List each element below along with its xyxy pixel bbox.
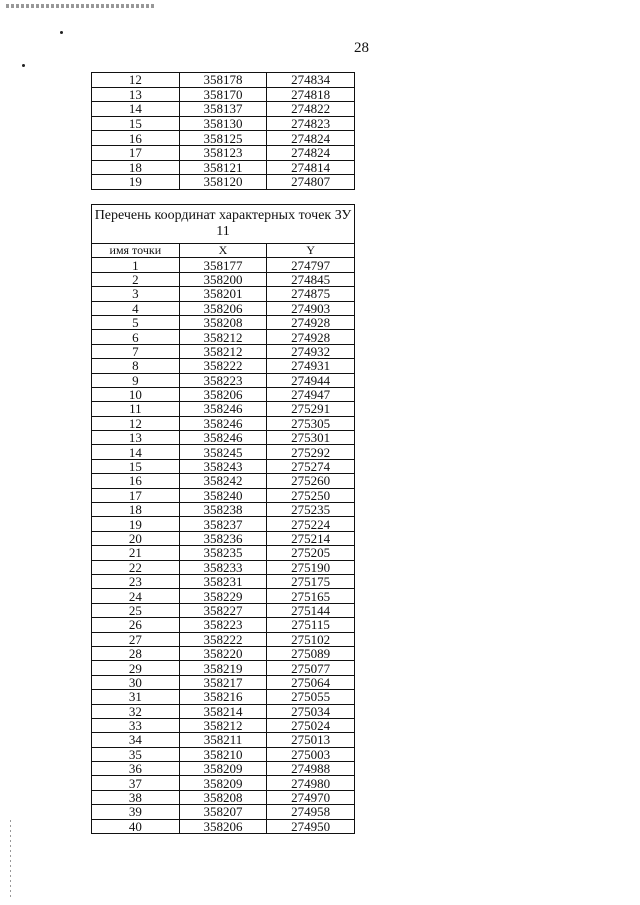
table-row	[92, 718, 355, 732]
table-row	[92, 102, 355, 117]
table-row	[92, 344, 355, 358]
cell-point-name: 9	[92, 373, 180, 387]
cell-point-name: 17	[92, 145, 180, 160]
cell-y: 275034	[267, 704, 355, 718]
cell-point-name: 30	[92, 675, 180, 689]
table-row	[92, 690, 355, 704]
cell-x: 358212	[179, 330, 267, 344]
table-row	[92, 359, 355, 373]
cell-x: 358223	[179, 373, 267, 387]
cell-y: 275013	[267, 733, 355, 747]
table-row	[92, 116, 355, 131]
cell-x: 358216	[179, 690, 267, 704]
table-row	[92, 762, 355, 776]
cell-x: 358235	[179, 546, 267, 560]
cell-y: 275260	[267, 474, 355, 488]
cell-y: 275089	[267, 646, 355, 660]
table-row	[92, 733, 355, 747]
cell-x: 358245	[179, 445, 267, 459]
cell-y: 274944	[267, 373, 355, 387]
cell-y: 275235	[267, 503, 355, 517]
cell-x: 358240	[179, 488, 267, 502]
cell-x: 358212	[179, 344, 267, 358]
cell-y: 275003	[267, 747, 355, 761]
table-row	[92, 160, 355, 175]
cell-x: 358246	[179, 402, 267, 416]
cell-x: 358123	[179, 145, 267, 160]
table-row	[92, 145, 355, 160]
cell-point-name: 38	[92, 790, 180, 804]
scan-speck	[60, 31, 63, 34]
cell-x: 358238	[179, 503, 267, 517]
cell-point-name: 12	[92, 73, 180, 88]
cell-y: 274947	[267, 387, 355, 401]
cell-point-name: 3	[92, 287, 180, 301]
cell-y: 274822	[267, 102, 355, 117]
cell-point-name: 27	[92, 632, 180, 646]
cell-y: 274950	[267, 819, 355, 833]
table-row	[92, 488, 355, 502]
cell-x: 358208	[179, 790, 267, 804]
cell-point-name: 36	[92, 762, 180, 776]
cell-y: 274814	[267, 160, 355, 175]
cell-x: 358237	[179, 517, 267, 531]
cell-y: 274931	[267, 359, 355, 373]
table-row	[92, 531, 355, 545]
table-row	[92, 646, 355, 660]
table-row	[92, 503, 355, 517]
cell-x: 358246	[179, 431, 267, 445]
cell-y: 275292	[267, 445, 355, 459]
table-row	[92, 315, 355, 329]
column-header-point-name: имя точки	[92, 244, 180, 258]
table-row	[92, 790, 355, 804]
table-row	[92, 287, 355, 301]
cell-y: 274958	[267, 805, 355, 819]
cell-x: 358201	[179, 287, 267, 301]
cell-y: 274970	[267, 790, 355, 804]
table-row	[92, 704, 355, 718]
cell-y: 274932	[267, 344, 355, 358]
cell-point-name: 4	[92, 301, 180, 315]
table-row	[92, 258, 355, 272]
table-row	[92, 661, 355, 675]
cell-x: 358246	[179, 416, 267, 430]
table-row	[92, 474, 355, 488]
cell-x: 358178	[179, 73, 267, 88]
cell-x: 358212	[179, 718, 267, 732]
cell-point-name: 28	[92, 646, 180, 660]
cell-point-name: 2	[92, 272, 180, 286]
cell-y: 275305	[267, 416, 355, 430]
cell-y: 274797	[267, 258, 355, 272]
cell-x: 358208	[179, 315, 267, 329]
cell-x: 358125	[179, 131, 267, 146]
cell-y: 274845	[267, 272, 355, 286]
cell-point-name: 19	[92, 517, 180, 531]
cell-point-name: 16	[92, 131, 180, 146]
cell-x: 358206	[179, 819, 267, 833]
cell-point-name: 25	[92, 603, 180, 617]
cell-y: 274928	[267, 330, 355, 344]
cell-x: 358222	[179, 359, 267, 373]
cell-x: 358220	[179, 646, 267, 660]
cell-y: 274980	[267, 776, 355, 790]
cell-y: 274823	[267, 116, 355, 131]
cell-point-name: 39	[92, 805, 180, 819]
cell-point-name: 33	[92, 718, 180, 732]
cell-x: 358209	[179, 776, 267, 790]
cell-x: 358206	[179, 301, 267, 315]
table-row	[92, 776, 355, 790]
column-header-y: Y	[267, 244, 355, 258]
cell-x: 358219	[179, 661, 267, 675]
cell-y: 274824	[267, 131, 355, 146]
cell-y: 275064	[267, 675, 355, 689]
table-row	[92, 131, 355, 146]
cell-y: 275291	[267, 402, 355, 416]
table-row	[92, 87, 355, 102]
cell-y: 275055	[267, 690, 355, 704]
cell-x: 358207	[179, 805, 267, 819]
cell-y: 275224	[267, 517, 355, 531]
cell-x: 358233	[179, 560, 267, 574]
cell-point-name: 29	[92, 661, 180, 675]
cell-point-name: 18	[92, 503, 180, 517]
table-title: Перечень координат характерных точек ЗУ 11	[92, 205, 355, 244]
cell-point-name: 22	[92, 560, 180, 574]
table-title-row	[92, 205, 355, 244]
table-row	[92, 330, 355, 344]
cell-y: 274834	[267, 73, 355, 88]
cell-x: 358177	[179, 258, 267, 272]
cell-y: 275190	[267, 560, 355, 574]
cell-point-name: 14	[92, 445, 180, 459]
cell-y: 275115	[267, 618, 355, 632]
table-row	[92, 805, 355, 819]
cell-y: 274928	[267, 315, 355, 329]
table-row	[92, 175, 355, 190]
table-row	[92, 603, 355, 617]
cell-x: 358243	[179, 459, 267, 473]
cell-x: 358120	[179, 175, 267, 190]
cell-point-name: 17	[92, 488, 180, 502]
cell-point-name: 40	[92, 819, 180, 833]
cell-point-name: 34	[92, 733, 180, 747]
cell-point-name: 13	[92, 431, 180, 445]
cell-y: 275274	[267, 459, 355, 473]
cell-point-name: 15	[92, 116, 180, 131]
table-row	[92, 402, 355, 416]
cell-point-name: 12	[92, 416, 180, 430]
cell-y: 274875	[267, 287, 355, 301]
cell-y: 275250	[267, 488, 355, 502]
cell-x: 358214	[179, 704, 267, 718]
cell-x: 358209	[179, 762, 267, 776]
cell-y: 275165	[267, 589, 355, 603]
table-row	[92, 373, 355, 387]
cell-x: 358121	[179, 160, 267, 175]
table-row	[92, 632, 355, 646]
cell-y: 275301	[267, 431, 355, 445]
cell-point-name: 24	[92, 589, 180, 603]
table-row	[92, 560, 355, 574]
cell-point-name: 10	[92, 387, 180, 401]
cell-y: 274988	[267, 762, 355, 776]
table-row	[92, 301, 355, 315]
cell-x: 358223	[179, 618, 267, 632]
cell-x: 358210	[179, 747, 267, 761]
scan-speck	[22, 64, 25, 67]
cell-point-name: 7	[92, 344, 180, 358]
coordinates-table-zu11	[91, 204, 355, 834]
cell-y: 275175	[267, 574, 355, 588]
cell-y: 274903	[267, 301, 355, 315]
column-header-x: X	[179, 244, 267, 258]
cell-point-name: 35	[92, 747, 180, 761]
cell-point-name: 26	[92, 618, 180, 632]
cell-y: 275214	[267, 531, 355, 545]
table-row	[92, 445, 355, 459]
cell-y: 275205	[267, 546, 355, 560]
cell-point-name: 23	[92, 574, 180, 588]
cell-point-name: 20	[92, 531, 180, 545]
scan-header-mark	[6, 4, 156, 8]
table-row	[92, 73, 355, 88]
cell-point-name: 32	[92, 704, 180, 718]
cell-x: 358170	[179, 87, 267, 102]
cell-point-name: 21	[92, 546, 180, 560]
cell-y: 274824	[267, 145, 355, 160]
table-row	[92, 416, 355, 430]
cell-point-name: 19	[92, 175, 180, 190]
table-row	[92, 819, 355, 833]
cell-x: 358242	[179, 474, 267, 488]
cell-y: 274818	[267, 87, 355, 102]
cell-point-name: 18	[92, 160, 180, 175]
cell-point-name: 14	[92, 102, 180, 117]
table-header-row	[92, 244, 355, 258]
cell-point-name: 31	[92, 690, 180, 704]
table-row	[92, 459, 355, 473]
cell-x: 358217	[179, 675, 267, 689]
margin-line	[10, 820, 11, 900]
cell-x: 358200	[179, 272, 267, 286]
table-row	[92, 589, 355, 603]
cell-x: 358206	[179, 387, 267, 401]
table-row	[92, 574, 355, 588]
table-row	[92, 546, 355, 560]
cell-point-name: 37	[92, 776, 180, 790]
table-row	[92, 675, 355, 689]
cell-point-name: 5	[92, 315, 180, 329]
cell-y: 275144	[267, 603, 355, 617]
cell-y: 275024	[267, 718, 355, 732]
cell-point-name: 13	[92, 87, 180, 102]
table-row	[92, 431, 355, 445]
cell-point-name: 1	[92, 258, 180, 272]
cell-y: 275102	[267, 632, 355, 646]
page-number: 28	[354, 40, 369, 56]
cell-x: 358130	[179, 116, 267, 131]
cell-point-name: 8	[92, 359, 180, 373]
cell-y: 274807	[267, 175, 355, 190]
cell-x: 358227	[179, 603, 267, 617]
cell-y: 275077	[267, 661, 355, 675]
table-row	[92, 618, 355, 632]
cell-x: 358137	[179, 102, 267, 117]
table-row	[92, 747, 355, 761]
cell-x: 358236	[179, 531, 267, 545]
cell-point-name: 11	[92, 402, 180, 416]
table-row	[92, 387, 355, 401]
cell-point-name: 15	[92, 459, 180, 473]
cell-x: 358229	[179, 589, 267, 603]
cell-x: 358222	[179, 632, 267, 646]
cell-point-name: 6	[92, 330, 180, 344]
table-row	[92, 517, 355, 531]
cell-x: 358231	[179, 574, 267, 588]
cell-x: 358211	[179, 733, 267, 747]
cell-point-name: 16	[92, 474, 180, 488]
table-row	[92, 272, 355, 286]
coordinates-table-continued	[91, 72, 355, 190]
